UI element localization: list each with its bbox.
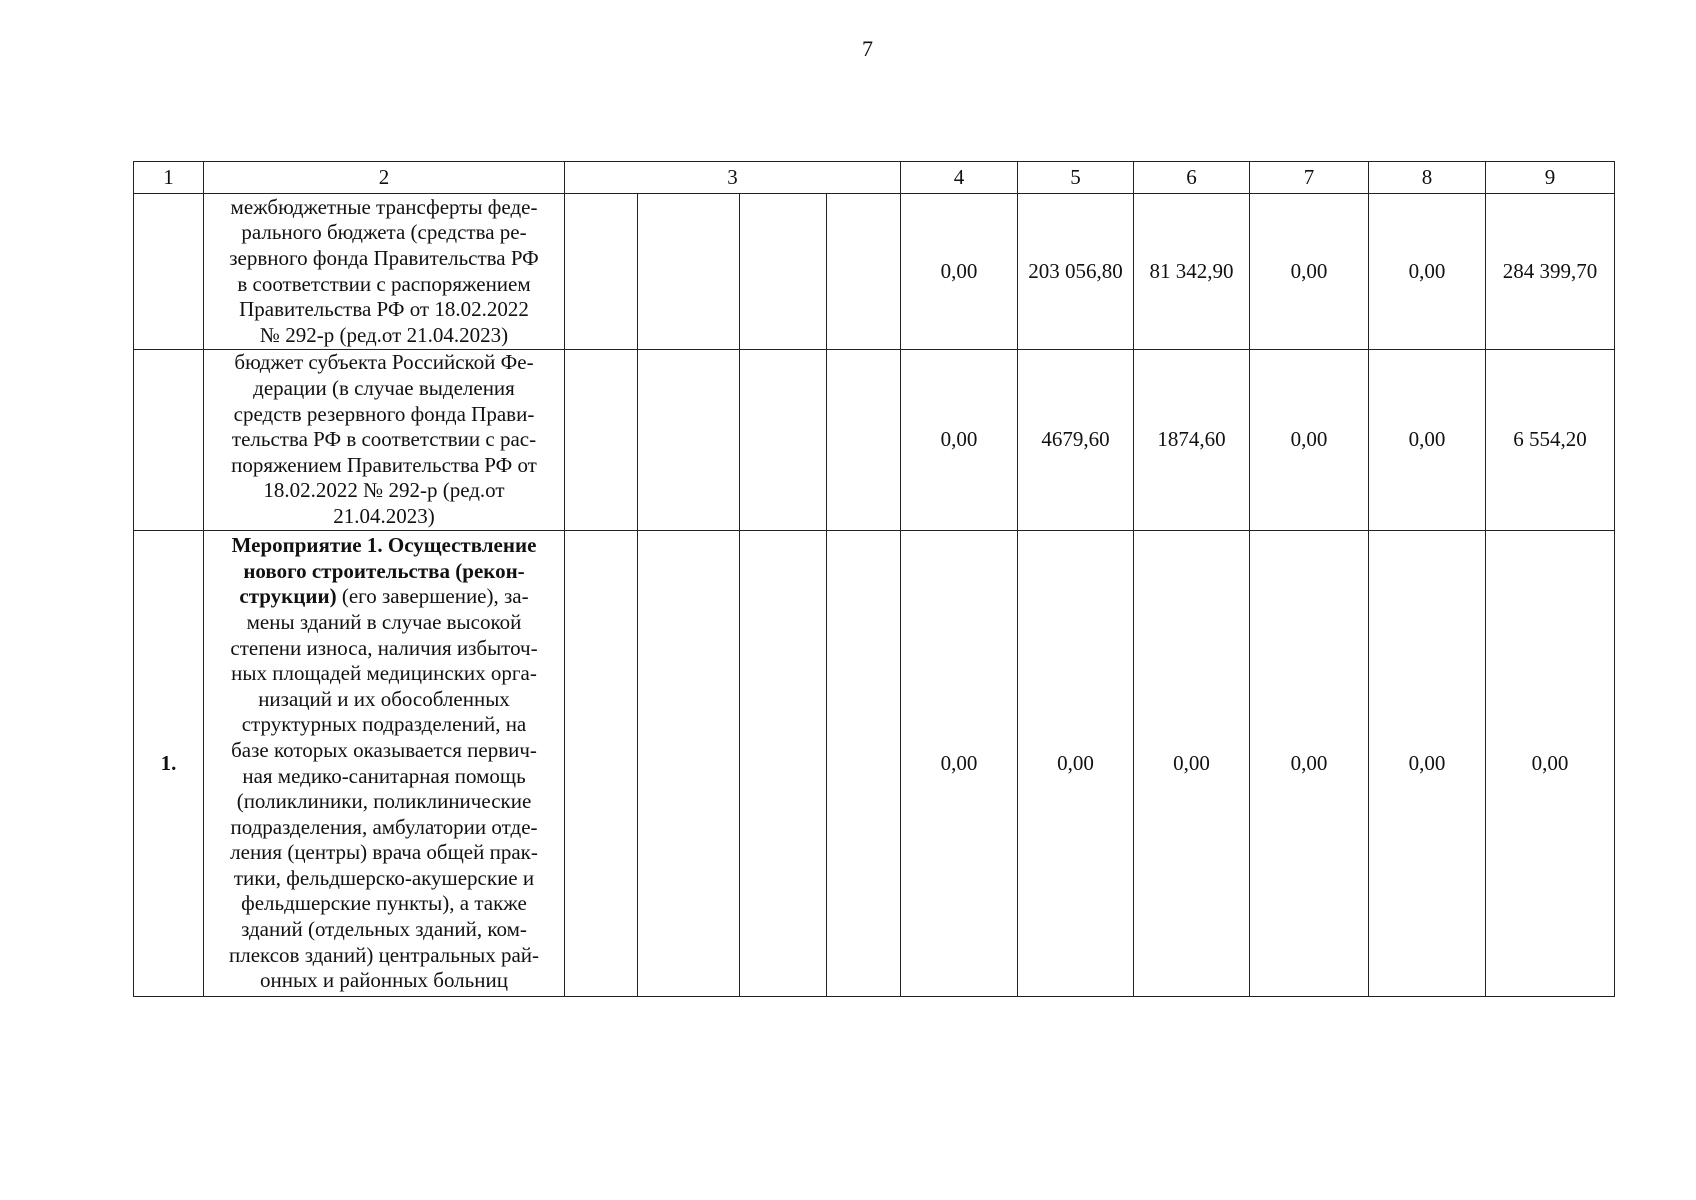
description-line [204, 661, 564, 687]
description-line [204, 504, 564, 530]
description-line [204, 323, 564, 349]
description-line [204, 533, 564, 559]
description-cell [204, 531, 565, 997]
text-fragment: поряжением Правительства РФ от [231, 452, 537, 477]
empty-sub-cell [740, 194, 827, 350]
text-fragment: 18.02.2022 № 292-р (ред.от [263, 478, 505, 503]
text-fragment: бюджет субъекта Российской Фе- [234, 350, 534, 375]
text-fragment: тики, фельдшерско-акушерские и [233, 865, 535, 890]
text-fragment: ных площадей медицинских орга- [231, 661, 537, 686]
empty-sub-cell [565, 194, 638, 350]
text-fragment: степени износа, наличия избыточ- [230, 635, 538, 660]
description-line [204, 943, 564, 969]
description-line [204, 453, 564, 479]
description-cell [204, 194, 565, 350]
header-row [134, 162, 1615, 194]
value-cell: 1874,60 [1134, 350, 1250, 531]
text-fragment: (его завершение), за- [336, 584, 529, 609]
text-fragment: межбюджетные трансферты феде- [230, 194, 538, 219]
description-line [204, 584, 564, 610]
description-line [204, 246, 564, 272]
description-line [204, 687, 564, 713]
empty-sub-cell [638, 531, 740, 997]
row-number-cell [134, 194, 204, 350]
text-fragment: подразделения, амбулатории отде- [230, 814, 538, 839]
header-cell: 5 [1018, 162, 1134, 194]
description-line [204, 815, 564, 841]
empty-sub-cell [565, 350, 638, 531]
value-cell: 0,00 [1369, 531, 1486, 997]
description-line [204, 478, 564, 504]
description-line [204, 738, 564, 764]
text-fragment: зданий (отдельных зданий, ком- [241, 917, 527, 942]
header-cell: 8 [1369, 162, 1486, 194]
value-cell: 284 399,70 [1486, 194, 1615, 350]
empty-sub-cell [565, 531, 638, 997]
header-cell: 3 [565, 162, 901, 194]
value-cell: 203 056,80 [1018, 194, 1134, 350]
text-fragment: мены зданий в случае высокой [246, 609, 522, 634]
value-cell: 6 554,20 [1486, 350, 1615, 531]
text-fragment: дерации (в случае выделения [253, 376, 515, 401]
description-line [204, 789, 564, 815]
value-cell: 0,00 [1250, 194, 1369, 350]
text-fragment: плексов зданий) центральных рай- [228, 942, 540, 967]
text-fragment: ная медико-санитарная помощь [242, 763, 526, 788]
description-line [204, 712, 564, 738]
text-fragment: средств резервного фонда Прави- [233, 401, 535, 426]
text-fragment: фельдшерские пункты), а также [241, 891, 527, 916]
description-line [204, 402, 564, 428]
description-line [204, 764, 564, 790]
value-cell: 0,00 [1250, 531, 1369, 997]
value-cell: 0,00 [901, 531, 1018, 997]
value-cell: 0,00 [1134, 531, 1250, 997]
empty-sub-cell [638, 194, 740, 350]
table-row [134, 350, 1615, 531]
empty-sub-cell [827, 531, 901, 997]
text-fragment: (поликлиники, поликлинические [236, 789, 532, 814]
text-fragment: ления (центры) врача общей прак- [230, 840, 538, 865]
empty-sub-cell [638, 350, 740, 531]
empty-sub-cell [827, 350, 901, 531]
row-number-cell: 1. [134, 531, 204, 997]
value-cell: 81 342,90 [1134, 194, 1250, 350]
value-cell: 4679,60 [1018, 350, 1134, 531]
text-fragment: Правительства РФ от 18.02.2022 [239, 297, 529, 322]
value-cell: 0,00 [1018, 531, 1134, 997]
description-line [204, 866, 564, 892]
text-fragment: тельства РФ в соответствии с рас- [231, 427, 537, 452]
description-line [204, 917, 564, 943]
description-line [204, 840, 564, 866]
empty-sub-cell [827, 194, 901, 350]
text-fragment: в соответствии с распоряжением [237, 271, 531, 296]
table-row [134, 194, 1615, 350]
description-line [204, 968, 564, 994]
value-cell: 0,00 [901, 350, 1018, 531]
text-fragment: зервного фонда Правительства РФ [229, 245, 539, 270]
table-row [134, 531, 1615, 997]
budget-table [133, 161, 1615, 997]
text-fragment: 21.04.2023) [333, 503, 435, 528]
description-line [204, 350, 564, 376]
text-fragment: Мероприятие 1. Осуществление [231, 533, 537, 558]
description-line [204, 220, 564, 246]
header-cell: 9 [1486, 162, 1615, 194]
description-line [204, 891, 564, 917]
value-cell: 0,00 [901, 194, 1018, 350]
text-fragment: низаций и их обособленных [258, 686, 510, 711]
page-number: 7 [862, 36, 873, 61]
value-cell: 0,00 [1250, 350, 1369, 531]
description-line [204, 297, 564, 323]
description-line [204, 636, 564, 662]
header-cell: 7 [1250, 162, 1369, 194]
text-fragment: базе которых оказывается первич- [231, 737, 537, 762]
header-cell: 6 [1134, 162, 1250, 194]
text-fragment: онных и районных больниц [260, 968, 508, 993]
text-fragment: струкции) [239, 584, 337, 609]
value-cell: 0,00 [1486, 531, 1615, 997]
text-fragment: нового строительства (рекон- [243, 558, 525, 583]
description-line [204, 195, 564, 221]
description-cell [204, 350, 565, 531]
header-cell: 1 [134, 162, 204, 194]
text-fragment: № 292-р (ред.от 21.04.2023) [259, 322, 509, 347]
row-number-cell [134, 350, 204, 531]
value-cell: 0,00 [1369, 194, 1486, 350]
text-fragment: структурных подразделений, на [241, 712, 527, 737]
text-fragment: рального бюджета (средства ре- [241, 220, 527, 245]
empty-sub-cell [740, 531, 827, 997]
description-line [204, 559, 564, 585]
description-line [204, 272, 564, 298]
empty-sub-cell [740, 350, 827, 531]
header-cell: 4 [901, 162, 1018, 194]
description-line [204, 610, 564, 636]
description-line [204, 376, 564, 402]
description-line [204, 427, 564, 453]
header-cell: 2 [204, 162, 565, 194]
value-cell: 0,00 [1369, 350, 1486, 531]
